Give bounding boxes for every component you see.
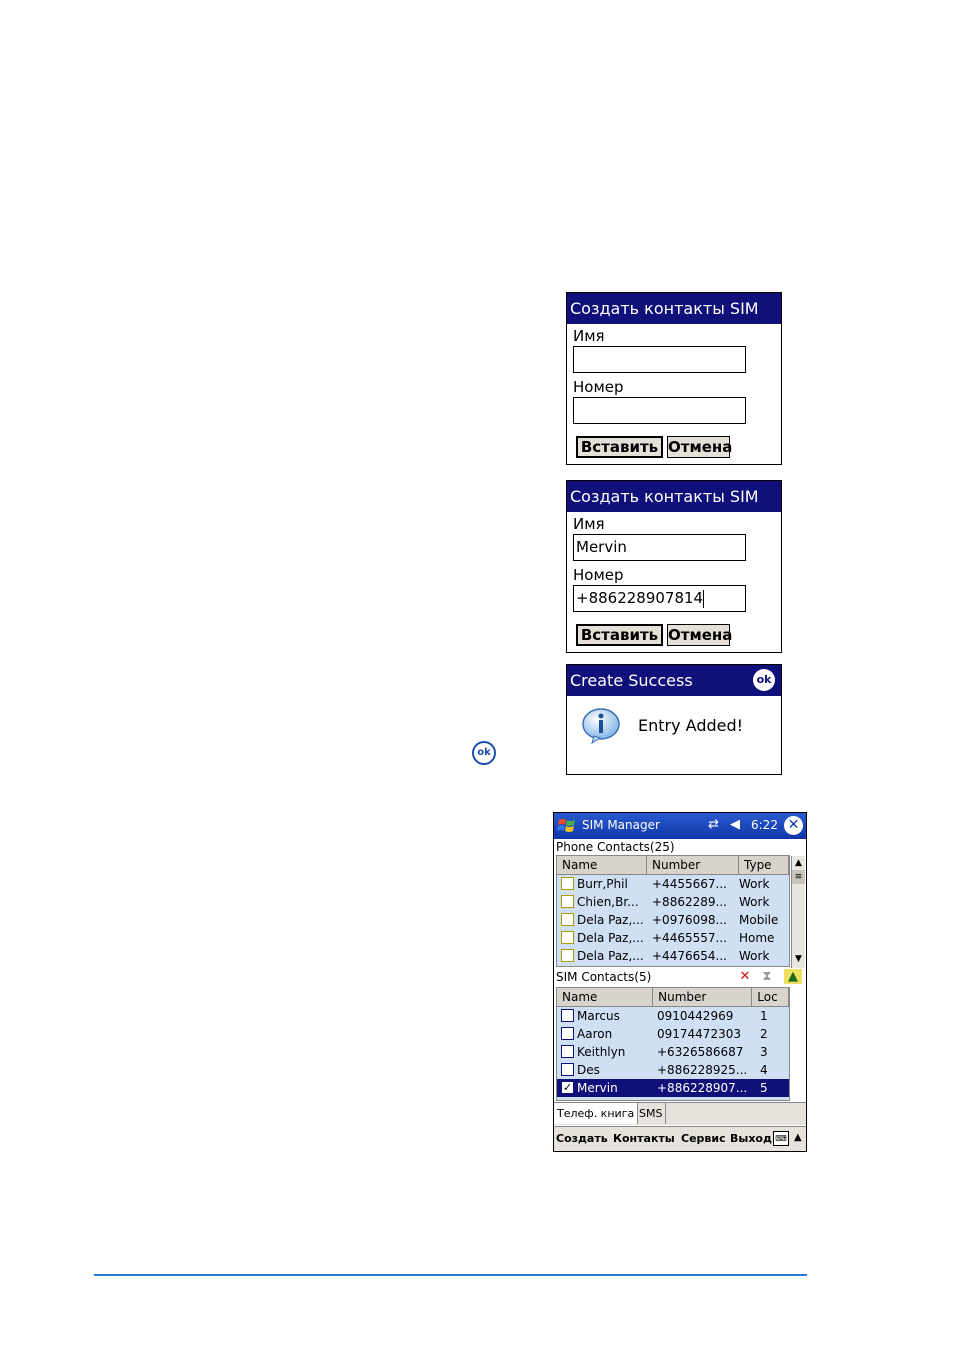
create-sim-contact-dialog-filled xyxy=(566,480,782,653)
contact-number: +8862289... xyxy=(652,895,727,909)
phone-contacts-grid xyxy=(556,855,803,967)
insert-button[interactable]: Вставить xyxy=(576,624,663,646)
menu-exit[interactable]: Выход xyxy=(730,1132,772,1145)
menu-create[interactable]: Создать xyxy=(556,1132,608,1145)
clock[interactable]: 6:22 xyxy=(751,818,778,832)
contact-name: Dela Paz,... xyxy=(577,913,644,927)
row-checkbox[interactable] xyxy=(561,1009,574,1022)
copy-to-sim-icon[interactable]: ▲ xyxy=(784,969,802,984)
contact-number: 0910442969 xyxy=(657,1009,734,1023)
app-name: SIM Manager xyxy=(582,818,660,832)
contact-name: Marcus xyxy=(577,1009,620,1023)
column-header-name[interactable]: Name xyxy=(557,856,647,874)
volume-icon[interactable]: ◀ xyxy=(730,817,740,832)
table-row-selected[interactable] xyxy=(557,1079,789,1097)
contact-number: +4455667... xyxy=(652,877,727,891)
contact-loc: 2 xyxy=(760,1027,768,1041)
contact-loc: 1 xyxy=(760,1009,768,1023)
row-checkbox[interactable] xyxy=(561,1027,574,1040)
row-checkbox[interactable] xyxy=(561,1063,574,1076)
column-header-number[interactable]: Number xyxy=(653,988,752,1006)
row-checkbox[interactable] xyxy=(561,877,574,890)
input-panel-arrow-icon[interactable]: ▲ xyxy=(794,1132,802,1143)
create-success-dialog xyxy=(566,664,782,775)
row-checkbox[interactable] xyxy=(561,1045,574,1058)
table-row[interactable] xyxy=(557,893,789,911)
row-checkbox[interactable] xyxy=(561,931,574,944)
phone-grid-scrollbar[interactable] xyxy=(791,856,805,968)
contact-number: 09174472303 xyxy=(657,1027,741,1041)
cancel-button[interactable]: Отмена xyxy=(668,438,733,456)
name-label: Имя xyxy=(573,515,605,533)
contact-name: Aaron xyxy=(577,1027,613,1041)
name-label: Имя xyxy=(573,327,605,345)
scroll-down-icon[interactable]: ▼ xyxy=(795,954,802,964)
contact-number: +4476654... xyxy=(652,949,727,963)
contact-loc: 5 xyxy=(760,1081,768,1095)
column-header-loc[interactable]: Loc xyxy=(752,988,789,1006)
contact-name: Dela Paz,... xyxy=(577,949,644,963)
row-checkbox[interactable] xyxy=(561,895,574,908)
contact-number: +0976098... xyxy=(652,913,727,927)
keyboard-icon[interactable]: ⌨ xyxy=(773,1131,789,1146)
contact-number: +4465557... xyxy=(652,931,727,945)
contact-number: +886228925... xyxy=(657,1063,748,1077)
sync-icon[interactable]: ⇄ xyxy=(708,817,719,832)
table-row[interactable] xyxy=(557,1061,789,1079)
menu-service[interactable]: Сервис xyxy=(681,1132,726,1145)
contact-name: Des xyxy=(577,1063,600,1077)
ok-icon: ok xyxy=(472,741,496,765)
footer-rule xyxy=(94,1274,807,1276)
table-row[interactable] xyxy=(557,947,789,965)
table-row[interactable] xyxy=(557,1007,789,1025)
contact-number: +886228907... xyxy=(657,1081,748,1095)
column-header-number[interactable]: Number xyxy=(647,856,739,874)
sim-contacts-label: SIM Contacts(5) xyxy=(556,970,652,984)
sim-manager-screen xyxy=(553,812,807,1152)
contact-loc: 3 xyxy=(760,1045,768,1059)
phone-grid-header xyxy=(557,856,789,875)
dialog-title: Создать контакты SIM xyxy=(567,293,781,324)
contact-name: Mervin xyxy=(577,1081,618,1095)
contact-name: Keithlyn xyxy=(577,1045,626,1059)
ok-button[interactable]: ok xyxy=(753,669,775,691)
column-header-name[interactable]: Name xyxy=(557,988,653,1006)
number-field[interactable] xyxy=(573,585,746,612)
insert-button[interactable]: Вставить xyxy=(576,436,663,458)
table-row[interactable] xyxy=(557,1043,789,1061)
success-message: Entry Added! xyxy=(638,716,744,735)
number-value: +886228907814 xyxy=(576,589,704,607)
contact-type: Work xyxy=(739,895,770,909)
contact-type: Mobile xyxy=(739,913,779,927)
scroll-track[interactable] xyxy=(792,884,805,952)
contact-name: Chien,Br... xyxy=(577,895,639,909)
contact-loc: 4 xyxy=(760,1063,768,1077)
delete-icon[interactable]: ✕ xyxy=(739,969,751,984)
row-checkbox[interactable] xyxy=(561,913,574,926)
sim-contacts-grid xyxy=(556,987,790,1101)
title-bar xyxy=(554,813,806,839)
number-field[interactable] xyxy=(573,397,746,424)
create-sim-contact-dialog-empty xyxy=(566,292,782,465)
windows-start-icon[interactable] xyxy=(557,816,577,836)
tab-phonebook[interactable]: Телеф. книга xyxy=(554,1103,638,1124)
dialog-title-bar xyxy=(567,665,781,696)
contact-type: Home xyxy=(739,931,775,945)
name-field[interactable] xyxy=(573,346,746,373)
scroll-thumb[interactable]: ≡ xyxy=(792,870,805,884)
menu-bar xyxy=(554,1126,806,1152)
table-row[interactable] xyxy=(557,929,789,947)
contact-type: Work xyxy=(739,949,770,963)
cancel-button[interactable]: Отмена xyxy=(668,626,733,644)
dialog-title: Create Success xyxy=(570,671,693,690)
sim-grid-header xyxy=(557,988,789,1007)
column-header-type[interactable]: Type xyxy=(739,856,789,874)
row-checkbox[interactable] xyxy=(561,949,574,962)
table-row[interactable] xyxy=(557,1025,789,1043)
phone-contacts-label: Phone Contacts(25) xyxy=(556,840,675,854)
close-icon[interactable]: ✕ xyxy=(784,816,803,835)
number-label: Номер xyxy=(573,378,624,396)
menu-contacts[interactable]: Контакты xyxy=(613,1132,675,1145)
contact-name: Dela Paz,... xyxy=(577,931,644,945)
table-row[interactable] xyxy=(557,911,789,929)
contact-name: Burr,Phil xyxy=(577,877,628,891)
scroll-up-icon[interactable]: ▲ xyxy=(795,858,802,868)
copy-to-phone-icon[interactable]: ⧗ xyxy=(762,969,772,984)
table-row[interactable] xyxy=(557,875,789,893)
number-label: Номер xyxy=(573,566,624,584)
tab-bar xyxy=(554,1102,806,1125)
tab-sms[interactable]: SMS xyxy=(636,1103,666,1124)
dialog-title: Создать контакты SIM xyxy=(567,481,781,512)
text-caret xyxy=(703,590,704,608)
row-checkbox-checked[interactable]: ✓ xyxy=(562,1081,573,1094)
contact-number: +6326586687 xyxy=(657,1045,744,1059)
name-field[interactable]: Mervin xyxy=(573,534,746,561)
contact-type: Work xyxy=(739,877,770,891)
info-icon xyxy=(580,708,620,744)
